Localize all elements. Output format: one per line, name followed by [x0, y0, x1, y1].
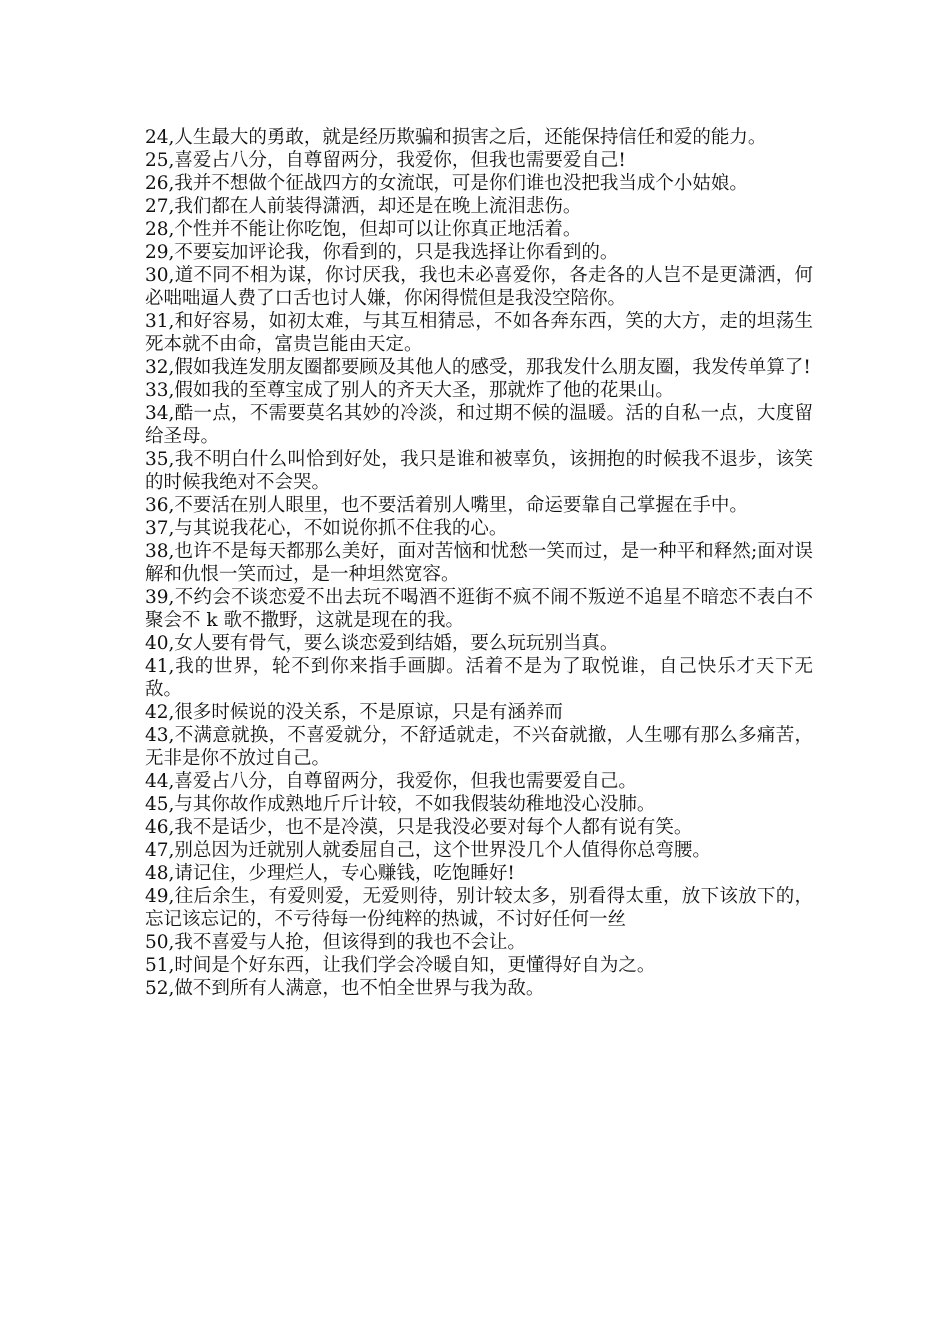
- paragraph-27: 27,我们都在人前装得潇洒，却还是在晚上流泪悲伤。: [145, 196, 582, 217]
- paragraph-31: 31,和好容易，如初太难，与其互相猜忌，不如各奔东西，笑的大方，走的坦荡生死本就不由命，富贵岂能由天定。: [145, 311, 813, 355]
- paragraph-47: 47,别总因为迁就别人就委屈自己，这个世界没几个人值得你总弯腰。: [145, 840, 711, 861]
- paragraph-33: 33,假如我的至尊宝成了别人的齐天大圣，那就炸了他的花果山。: [145, 380, 674, 401]
- paragraph-48: 48,请记住，少理烂人，专心赚钱，吃饱睡好!: [145, 863, 515, 884]
- paragraph-49: 49,往后余生，有爱则爱，无爱则待，别计较太多，别看得太重，放下该放下的，忘记该忘记的，不亏待每一份纯粹的热诚，不讨好任何一丝: [145, 886, 813, 930]
- paragraph-35: 35,我不明白什么叫恰到好处，我只是谁和被辜负，该拥抱的时候我不退步，该笑的时候我绝对不会哭。: [145, 449, 813, 493]
- paragraph-50: 50,我不喜爱与人抢，但该得到的我也不会让。: [145, 932, 526, 953]
- paragraph-36: 36,不要活在别人眼里，也不要活着别人嘴里，命运要靠自己掌握在手中。: [145, 495, 748, 516]
- paragraph-26: 26,我并不想做个征战四方的女流氓，可是你们谁也没把我当成个小姑娘。: [145, 173, 748, 194]
- paragraph-44: 44,喜爱占八分，自尊留两分，我爱你，但我也需要爱自己。: [145, 771, 637, 792]
- paragraph-28: 28,个性并不能让你吃饱，但却可以让你真正地活着。: [145, 219, 582, 240]
- paragraph-43: 43,不满意就换，不喜爱就分，不舒适就走，不兴奋就撤，人生哪有那么多痛苦，无非是你不放过自己。: [145, 725, 813, 769]
- paragraph-25: 25,喜爱占八分，自尊留两分，我爱你，但我也需要爱自己!: [145, 150, 626, 171]
- document-body: [145, 126, 813, 1000]
- paragraph-34: 34,酷一点，不需要莫名其妙的冷淡，和过期不候的温暖。活的自私一点，大度留给圣母。: [145, 403, 813, 447]
- paragraph-52: 52,做不到所有人满意，也不怕全世界与我为敌。: [145, 978, 545, 999]
- paragraph-24: 24,人生最大的勇敢，就是经历欺骗和损害之后，还能保持信任和爱的能力。: [145, 127, 767, 148]
- paragraph-42: 42,很多时候说的没关系，不是原谅，只是有涵养而: [145, 702, 563, 723]
- paragraph-30: 30,道不同不相为谋，你讨厌我，我也未必喜爱你，各走各的人岂不是更潇洒，何必咄咄逼人费了口舌也讨人嫌，你闲得慌但是我没空陪你。: [145, 265, 813, 309]
- paragraph-46: 46,我不是话少，也不是冷漠，只是我没必要对每个人都有说有笑。: [145, 817, 693, 838]
- paragraph-38: 38,也许不是每天都那么美好，面对苦恼和忧愁一笑而过，是一种平和释然;面对误解和仇恨一笑而过，是一种坦然宽容。: [145, 541, 813, 585]
- paragraph-29: 29,不要妄加评论我，你看到的，只是我选择让你看到的。: [145, 242, 619, 263]
- paragraph-41: 41,我的世界，轮不到你来指手画脚。活着不是为了取悦谁，自己快乐才天下无敌。: [145, 656, 813, 700]
- paragraph-32: 32,假如我连发朋友圈都要顾及其他人的感受，那我发什么朋友圈，我发传单算了!: [145, 357, 811, 378]
- paragraph-40: 40,女人要有骨气，要么谈恋爱到结婚，要么玩玩别当真。: [145, 633, 619, 654]
- paragraph-37: 37,与其说我花心，不如说你抓不住我的心。: [145, 518, 508, 539]
- paragraph-39: 39,不约会不谈恋爱不出去玩不喝酒不逛街不疯不闹不叛逆不追星不暗恋不表白不聚会不 k 歌不撒野，这就是现在的我。: [145, 587, 813, 631]
- paragraph-45: 45,与其你故作成熟地斤斤计较，不如我假装幼稚地没心没肺。: [145, 794, 656, 815]
- paragraph-51: 51,时间是个好东西，让我们学会冷暖自知，更懂得好自为之。: [145, 955, 656, 976]
